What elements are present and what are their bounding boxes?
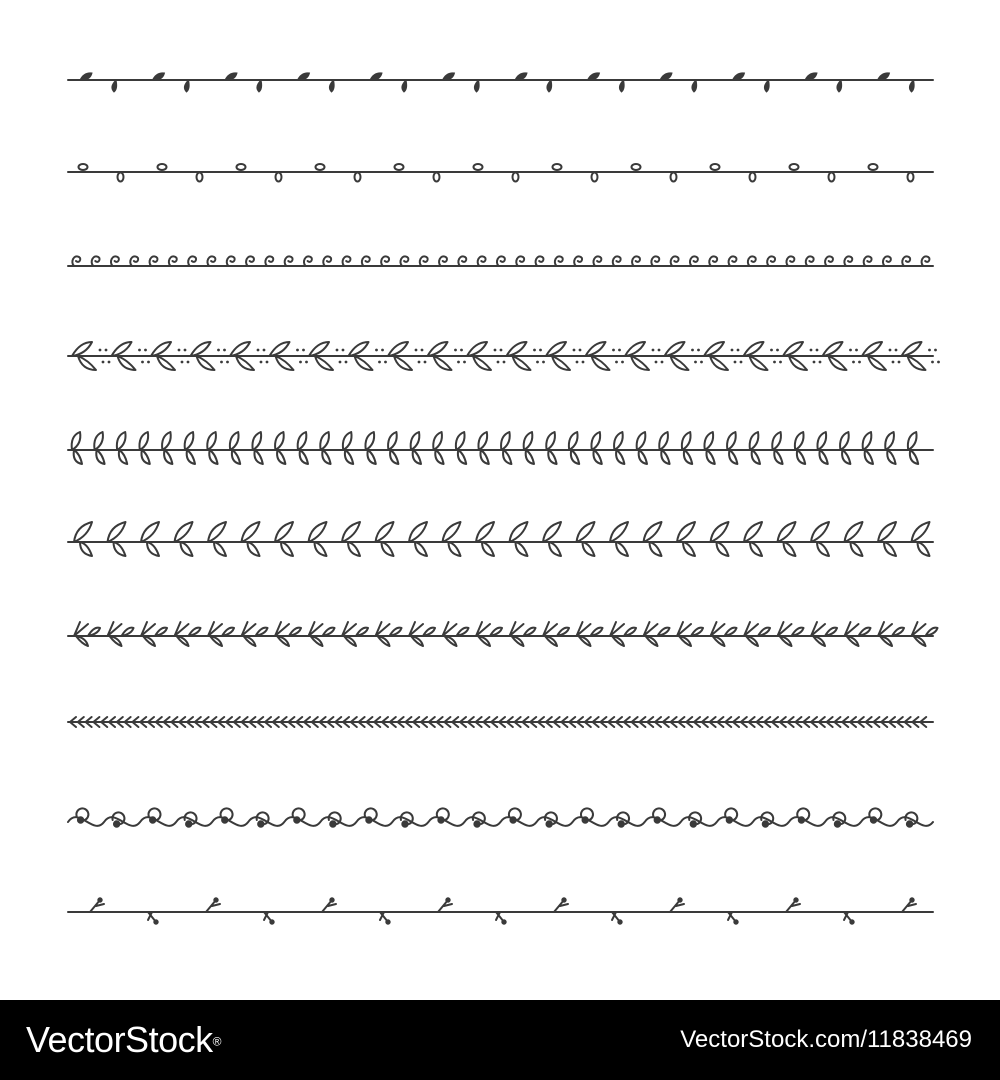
border-row-10-twig xyxy=(68,898,933,924)
border-row-5-leaf-pair xyxy=(68,432,933,464)
watermark-footer xyxy=(0,1000,1000,1080)
border-row-2-bud xyxy=(68,164,933,182)
border-row-7-heart-leaf xyxy=(68,622,938,646)
border-row-8-hatch xyxy=(68,717,933,727)
stock-image-id: VectorStock.com/11838469 xyxy=(680,1026,972,1053)
border-row-1-leaf xyxy=(68,73,933,92)
border-row-9-swirl xyxy=(68,808,933,827)
border-row-4-dotted-leaf xyxy=(68,342,939,370)
registered-mark: ® xyxy=(212,1034,222,1049)
vectorstock-logo xyxy=(26,1019,221,1061)
border-row-3-curl-leaf xyxy=(68,256,933,266)
border-row-6-wide-leaf xyxy=(68,522,933,556)
brand-name: VectorStock xyxy=(26,1019,213,1060)
